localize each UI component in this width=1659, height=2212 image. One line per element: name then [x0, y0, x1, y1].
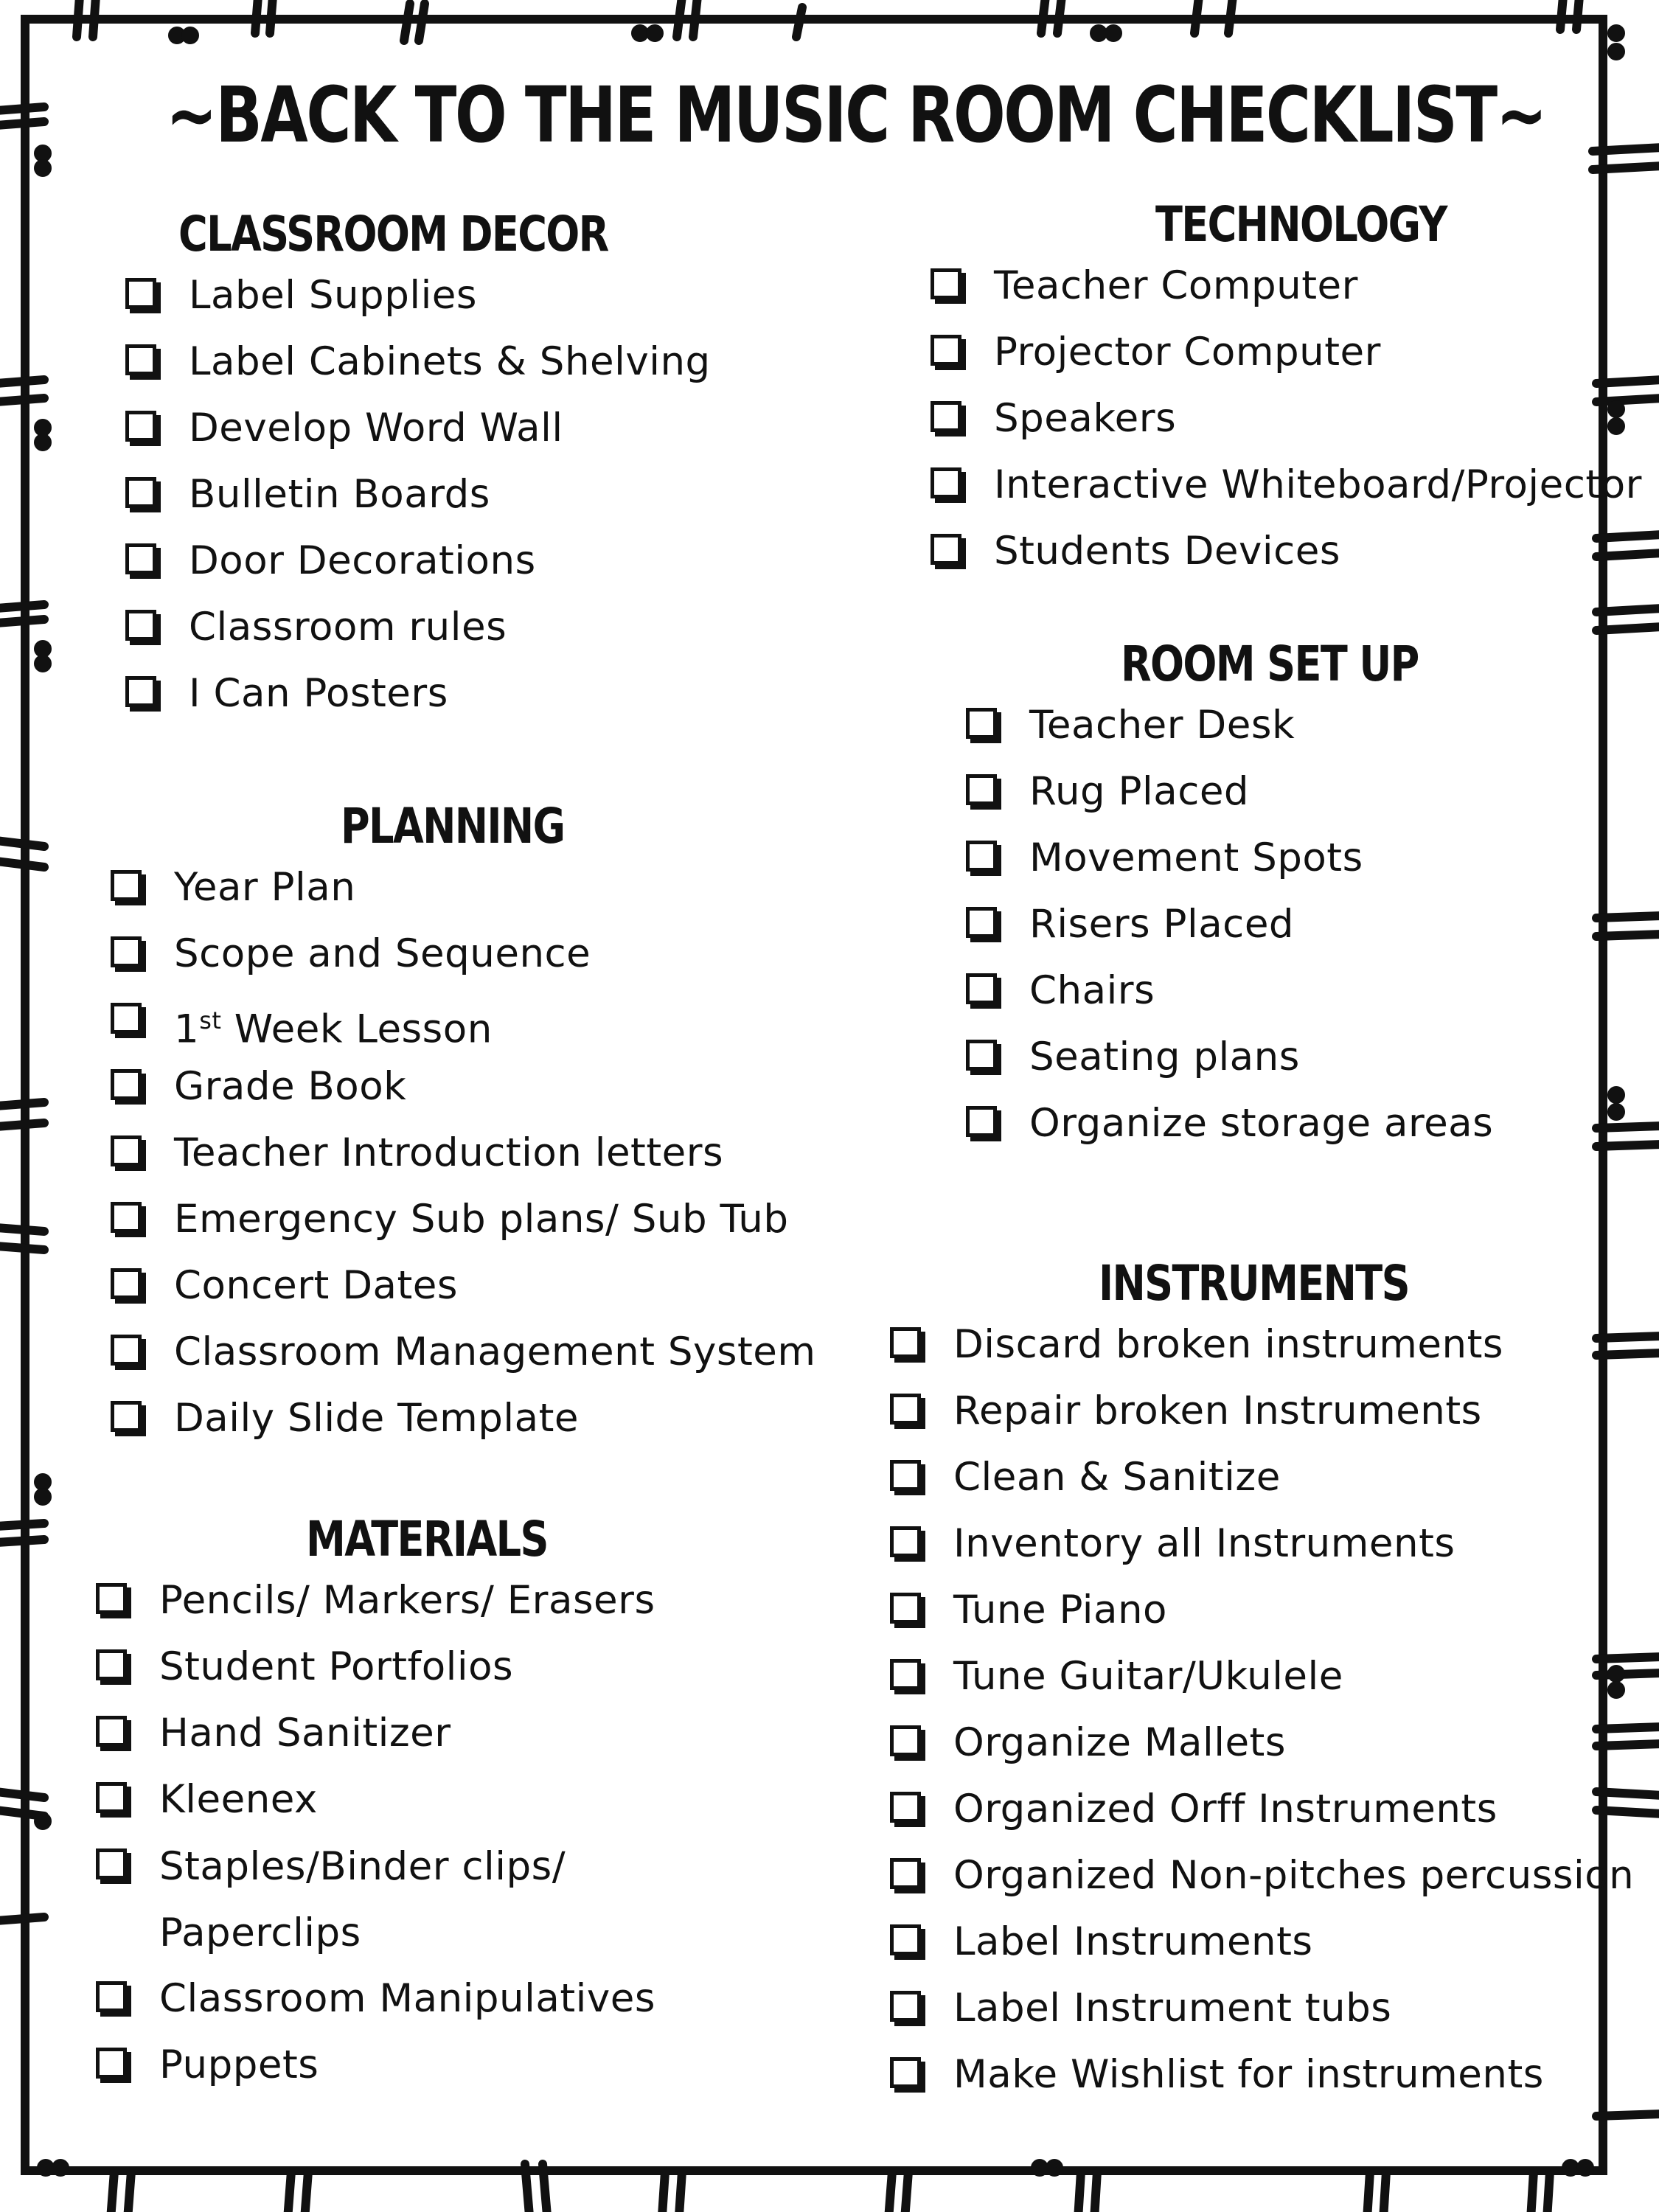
item-label: Grade Book — [174, 1064, 407, 1109]
checklist-item[interactable] — [111, 1130, 816, 1196]
item-label: Classroom Manipulatives — [159, 1976, 655, 2021]
checkbox[interactable] — [890, 1593, 921, 1624]
checkbox[interactable] — [111, 1135, 142, 1166]
item-label: I Can Posters — [189, 671, 448, 716]
checklist-item[interactable] — [111, 1196, 816, 1262]
item-label: Bulletin Boards — [189, 472, 490, 517]
checklist-item[interactable] — [96, 1776, 655, 1843]
section-instruments — [890, 1255, 1635, 2118]
checkbox[interactable] — [125, 278, 156, 309]
checkbox[interactable] — [931, 534, 961, 565]
checklist-item[interactable] — [96, 2042, 655, 2108]
checkbox[interactable] — [890, 1858, 921, 1889]
checkbox[interactable] — [111, 1401, 142, 1432]
checkbox[interactable] — [111, 1003, 142, 1034]
checkbox[interactable] — [966, 1106, 997, 1137]
checkbox[interactable] — [890, 1792, 921, 1823]
checklist-item[interactable] — [966, 901, 1493, 967]
checklist-item[interactable] — [931, 329, 1642, 395]
checklist-item[interactable] — [890, 1388, 1634, 1454]
section-heading: MATERIALS — [306, 1511, 548, 1568]
item-label: Label Supplies — [189, 273, 478, 318]
checklist-item[interactable] — [96, 1577, 655, 1644]
checklist-item[interactable] — [931, 528, 1642, 594]
checklist-item[interactable] — [111, 1395, 816, 1461]
item-label: Risers Placed — [1029, 902, 1295, 947]
item-label: Repair broken Instruments — [953, 1388, 1482, 1433]
checkbox[interactable] — [890, 1460, 921, 1491]
checklist-item[interactable] — [890, 1919, 1634, 1985]
checkbox[interactable] — [125, 610, 156, 641]
checklist-item[interactable] — [890, 1454, 1634, 1520]
item-label: Interactive Whiteboard/Projector — [994, 462, 1642, 507]
section-room-set-up — [966, 636, 1494, 1166]
section-materials — [96, 1511, 655, 2108]
item-label: Develop Word Wall — [189, 406, 563, 451]
checkbox[interactable] — [111, 1069, 142, 1100]
checklist-item[interactable] — [931, 462, 1642, 528]
item-label: Projector Computer — [994, 330, 1381, 375]
checkbox[interactable] — [931, 268, 961, 299]
item-label: Speakers — [994, 396, 1177, 441]
checklist-item[interactable] — [890, 1786, 1634, 1852]
section-technology — [931, 196, 1642, 594]
item-label: Emergency Sub plans/ Sub Tub — [174, 1197, 789, 1242]
checkbox[interactable] — [890, 1659, 921, 1690]
checkbox[interactable] — [111, 1335, 142, 1366]
checkbox[interactable] — [111, 870, 142, 901]
checklist-item[interactable] — [966, 835, 1493, 901]
checklist-item[interactable] — [890, 1587, 1634, 1653]
section-classroom-decor — [125, 206, 711, 737]
checklist-item[interactable] — [890, 2051, 1634, 2118]
checklist-item[interactable] — [966, 702, 1493, 768]
checklist-item[interactable] — [125, 338, 711, 405]
checklist-item[interactable] — [96, 1843, 655, 1975]
checkbox[interactable] — [125, 676, 156, 707]
item-text: Week Lesson — [221, 1006, 493, 1052]
checkbox[interactable] — [931, 335, 961, 366]
checklist-item[interactable] — [96, 1710, 655, 1776]
checklist-item[interactable] — [966, 1034, 1493, 1100]
section-heading: ROOM SET UP — [1121, 636, 1419, 692]
checklist-item[interactable] — [125, 604, 711, 670]
item-label: Kleenex — [159, 1777, 318, 1822]
checklist-item[interactable] — [890, 1985, 1634, 2051]
checklist-item[interactable] — [96, 1975, 655, 2042]
checklist-item[interactable] — [111, 1262, 816, 1329]
item-label: Discard broken instruments — [953, 1322, 1503, 1367]
checkbox[interactable] — [125, 411, 156, 442]
checklist-item[interactable] — [890, 1520, 1634, 1587]
ordinal-suffix: st — [199, 1006, 222, 1034]
checkbox[interactable] — [931, 467, 961, 498]
item-label: Teacher Computer — [994, 263, 1358, 308]
checkbox[interactable] — [931, 401, 961, 432]
item-label: Label Cabinets & Shelving — [189, 339, 711, 384]
checkbox[interactable] — [96, 1583, 127, 1614]
checkbox[interactable] — [890, 1327, 921, 1358]
checkbox[interactable] — [111, 1268, 142, 1299]
item-label: Puppets — [159, 2042, 319, 2087]
checkbox[interactable] — [890, 1991, 921, 2022]
item-label: Chairs — [1029, 968, 1155, 1013]
item-label: Organized Non-pitches percussion — [953, 1853, 1635, 1898]
item-label: Organize storage areas — [1029, 1101, 1494, 1146]
checklist-item[interactable] — [931, 395, 1642, 462]
checklist-item[interactable] — [931, 262, 1642, 329]
checklist-item[interactable] — [966, 967, 1493, 1034]
item-label: Tune Guitar/Ukulele — [953, 1654, 1343, 1699]
item-label: Movement Spots — [1029, 835, 1363, 880]
checkbox[interactable] — [96, 1716, 127, 1747]
checklist-item[interactable] — [125, 471, 711, 538]
item-label: Label Instruments — [953, 1919, 1313, 1964]
checkbox[interactable] — [96, 1649, 127, 1680]
checkbox[interactable] — [890, 1725, 921, 1756]
checkbox[interactable] — [890, 1394, 921, 1425]
checkbox[interactable] — [96, 1848, 127, 1879]
checkbox[interactable] — [890, 1924, 921, 1955]
checklist-item[interactable] — [125, 538, 711, 604]
item-label: Label Instrument tubs — [953, 1986, 1392, 2031]
checklist-item[interactable] — [111, 997, 816, 1063]
item-label: Daily Slide Template — [174, 1396, 579, 1441]
item-label: Students Devices — [994, 529, 1340, 574]
checkbox[interactable] — [96, 1981, 127, 2012]
section-planning — [111, 798, 816, 1461]
checklist-item[interactable] — [125, 405, 711, 471]
checkbox[interactable] — [966, 841, 997, 872]
checklist-item[interactable] — [125, 670, 711, 737]
item-label: Seating plans — [1029, 1034, 1300, 1079]
checklist-item[interactable] — [125, 272, 711, 338]
checklist-item[interactable] — [966, 768, 1493, 835]
checklist-item[interactable] — [890, 1852, 1634, 1919]
section-heading: CLASSROOM DECOR — [178, 206, 608, 262]
checklist-item[interactable] — [111, 864, 816, 931]
item-label — [174, 997, 493, 1054]
checkbox[interactable] — [890, 1526, 921, 1557]
checklist-item[interactable] — [890, 1653, 1634, 1719]
checkbox[interactable] — [966, 708, 997, 739]
item-label: Year Plan — [174, 865, 356, 910]
checkbox[interactable] — [96, 2048, 127, 2079]
item-label: Concert Dates — [174, 1263, 458, 1308]
item-label: Clean & Sanitize — [953, 1455, 1281, 1500]
item-label: Scope and Sequence — [174, 931, 591, 976]
checkbox[interactable] — [125, 543, 156, 574]
checkbox[interactable] — [125, 477, 156, 508]
item-label: Student Portfolios — [159, 1644, 514, 1689]
checklist-item[interactable] — [111, 1063, 816, 1130]
item-label: Door Decorations — [189, 538, 536, 583]
checklist-item[interactable] — [890, 1719, 1634, 1786]
checklist-item[interactable] — [96, 1644, 655, 1710]
item-label: Teacher Introduction letters — [174, 1130, 724, 1175]
section-heading: INSTRUMENTS — [1099, 1255, 1409, 1312]
checklist-item[interactable] — [890, 1321, 1634, 1388]
checkbox[interactable] — [890, 2057, 921, 2088]
checkbox[interactable] — [966, 907, 997, 938]
checkbox[interactable] — [966, 1040, 997, 1071]
ordinal-number: 1 — [174, 1006, 200, 1052]
item-label: Pencils/ Markers/ Erasers — [159, 1578, 655, 1623]
item-label: Make Wishlist for instruments — [953, 2052, 1544, 2097]
item-label: Inventory all Instruments — [953, 1521, 1455, 1566]
item-label: Teacher Desk — [1029, 703, 1295, 748]
item-label: Organize Mallets — [953, 1720, 1286, 1765]
item-label: Classroom Management System — [174, 1329, 816, 1374]
checklist-item[interactable] — [111, 1329, 816, 1395]
checkbox[interactable] — [96, 1782, 127, 1813]
item-label: Organized Orff Instruments — [953, 1787, 1498, 1832]
page-title: ~BACK TO THE MUSIC ROOM CHECKLIST~ — [166, 70, 1545, 160]
item-label: Tune Piano — [953, 1587, 1167, 1632]
item-label: Hand Sanitizer — [159, 1711, 451, 1756]
checkbox[interactable] — [125, 344, 156, 375]
checkbox[interactable] — [966, 973, 997, 1004]
checklist-item[interactable] — [966, 1100, 1493, 1166]
checklist-item[interactable] — [111, 931, 816, 997]
checkbox[interactable] — [111, 1202, 142, 1233]
checkbox[interactable] — [111, 936, 142, 967]
item-label: Staples/Binder clips/ Paperclips — [159, 1844, 566, 1955]
item-label: Classroom rules — [189, 605, 507, 650]
section-heading: TECHNOLOGY — [1155, 196, 1447, 253]
item-label: Rug Placed — [1029, 769, 1250, 814]
section-heading: PLANNING — [341, 798, 565, 855]
checkbox[interactable] — [966, 774, 997, 805]
